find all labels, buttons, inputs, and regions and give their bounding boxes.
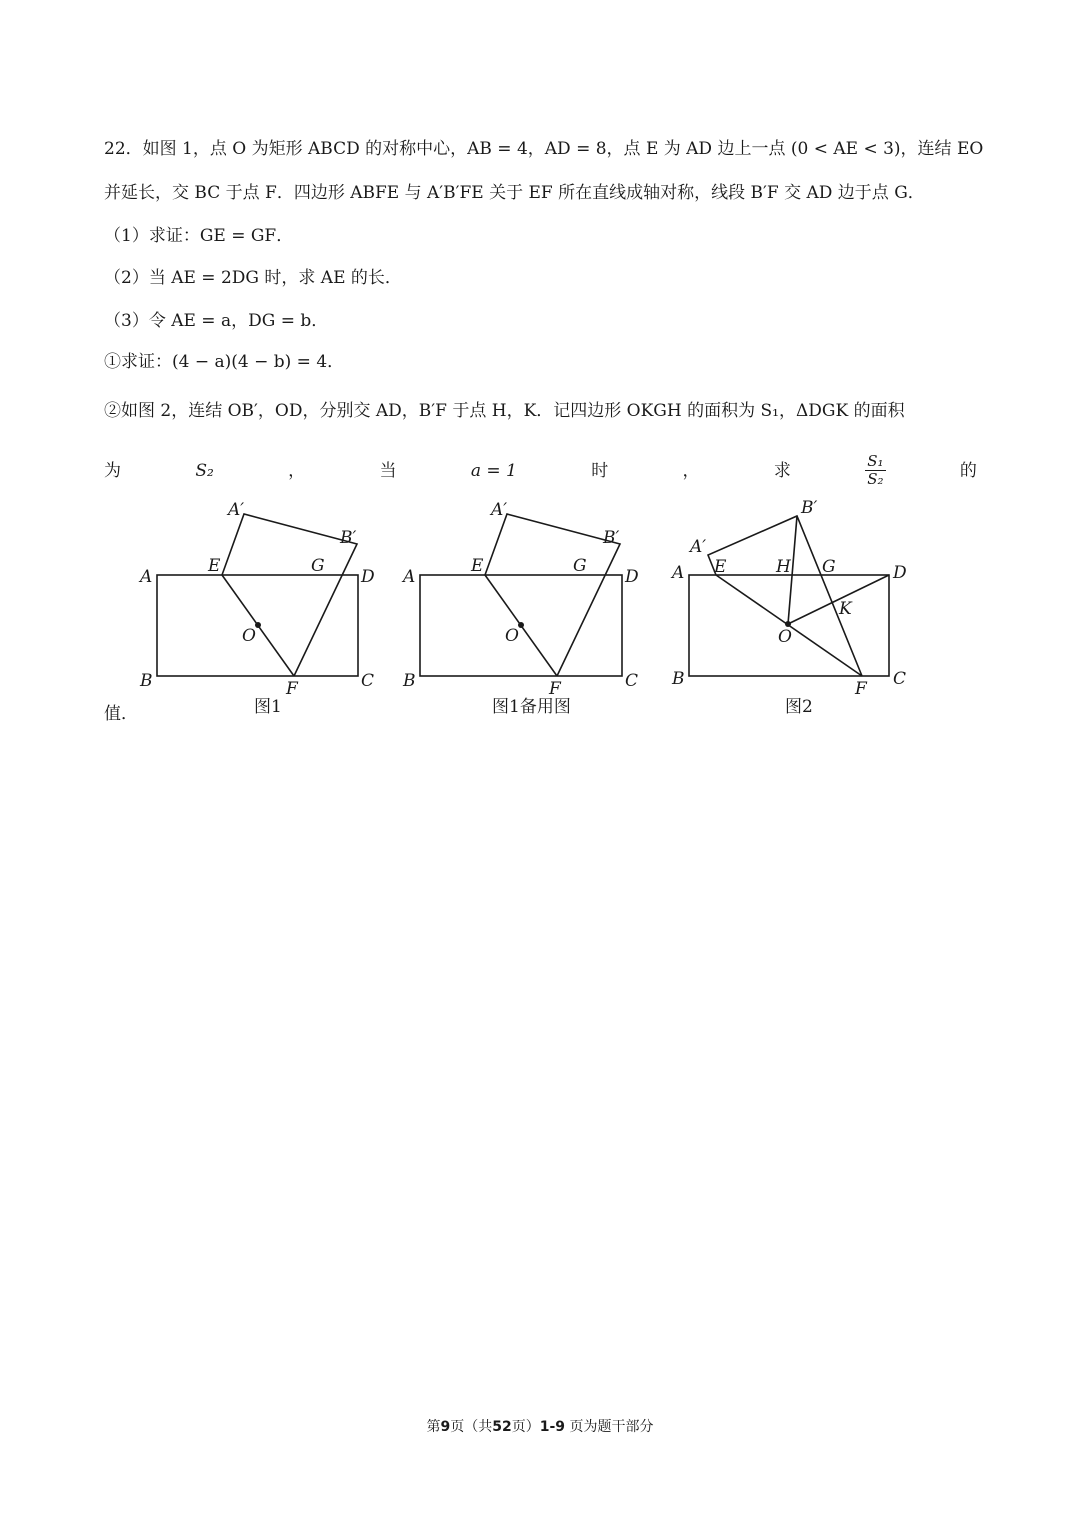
question-part-3: （3）令 AE = a，DG = b． <box>104 311 329 331</box>
footer-mid: 页（共 <box>450 1419 493 1435</box>
fig1b-label-g: G <box>573 556 587 576</box>
fig2-label-a: A <box>672 563 685 583</box>
word: 为 <box>104 460 121 481</box>
fig2-label-b-prime: B′ <box>801 498 818 518</box>
fig1b-label-o: O <box>505 626 519 646</box>
fig1-label-g: G <box>311 556 325 576</box>
word: 的 <box>959 460 977 481</box>
footer-tail: 页为题干部分 <box>565 1419 654 1435</box>
fig2-label-g: G <box>822 557 836 577</box>
fig1b-label-a: A <box>403 567 416 587</box>
problem-line-2: 并延长，交 BC 于点 F．四边形 ABFE 与 A′B′FE 关于 EF 所在直线成轴对称，线段 B′F 交 AD 边于点 G． <box>104 183 925 203</box>
fig1-label-c: C <box>361 671 375 691</box>
fig1-label-b-prime: B′ <box>340 528 357 548</box>
fig1b-label-f: F <box>549 679 561 699</box>
question-part-2: （2）当 AE = 2DG 时，求 AE 的长． <box>104 268 402 288</box>
page-footer <box>0 1416 1080 1436</box>
footer-pre: 第 <box>426 1419 441 1435</box>
word: 时 <box>591 460 609 481</box>
fig1-label-a-prime: A′ <box>228 500 245 520</box>
fig2-label-c: C <box>893 669 907 689</box>
fig1b-label-a-prime: A′ <box>491 500 508 520</box>
fig2-label-d: D <box>893 563 907 583</box>
question-sub-1: ①求证：(4 − a)(4 − b) = 4． <box>104 352 345 372</box>
fig1b-caption: 图1备用图 <box>492 697 571 717</box>
footer-post: 页） <box>511 1419 540 1435</box>
footer-total-pages: 52 <box>492 1419 512 1435</box>
fig2-label-k: K <box>839 599 852 619</box>
fig1-label-o: O <box>242 626 256 646</box>
problem-line-1: 22．如图 1，点 O 为矩形 ABCD 的对称中心，AB = 4，AD = 8，点 E 为 AD 边上一点 (0 < AE < 3)，连结 EO <box>104 139 984 159</box>
fig1b-label-e: E <box>471 556 484 576</box>
word: ， <box>682 460 700 481</box>
condition: a = 1 <box>470 460 517 481</box>
word: ， <box>288 460 306 481</box>
fig2-label-b: B <box>672 669 685 689</box>
fig1-folded-quadrilateral <box>222 514 357 676</box>
fig1b-label-d: D <box>625 567 639 587</box>
footer-range: 1-9 <box>539 1419 566 1435</box>
fig1-label-d: D <box>361 567 375 587</box>
geometry-figures <box>0 0 1080 760</box>
footer-page-number: 9 <box>440 1419 451 1435</box>
question-sub-2: ②如图 2，连结 OB′，OD，分别交 AD，B′F 于点 H，K．记四边形 OKGH 的面积为 S₁，ΔDGK 的面积 <box>104 401 905 421</box>
fig1-label-e: E <box>208 556 221 576</box>
fig2-folded-quadrilateral <box>708 516 862 676</box>
fig2-label-h: H <box>776 557 791 577</box>
fig1b-label-b-prime: B′ <box>603 528 620 548</box>
fig2-caption: 图2 <box>785 697 813 717</box>
fig1b-folded-quadrilateral <box>485 514 620 676</box>
problem-last-word: 值． <box>104 704 138 724</box>
fig2-label-a-prime: A′ <box>690 537 707 557</box>
fig2-label-e: E <box>714 557 727 577</box>
fig2-label-o: O <box>778 627 792 647</box>
fraction-denominator: S₂ <box>867 470 884 488</box>
fig1-label-b: B <box>140 671 153 691</box>
fig1-label-f: F <box>286 679 298 699</box>
fig1-caption: 图1 <box>254 697 282 717</box>
fig1b-label-c: C <box>625 671 639 691</box>
word: 求 <box>773 460 791 481</box>
fig1b-label-b: B <box>403 671 416 691</box>
question-part-1: （1）求证：GE = GF． <box>104 226 294 246</box>
fig2-label-f: F <box>855 679 867 699</box>
word: 当 <box>379 460 397 481</box>
fraction-numerator: S₁ <box>867 452 884 470</box>
symbol-s2: S₂ <box>195 460 214 481</box>
fig1-label-a: A <box>140 567 153 587</box>
